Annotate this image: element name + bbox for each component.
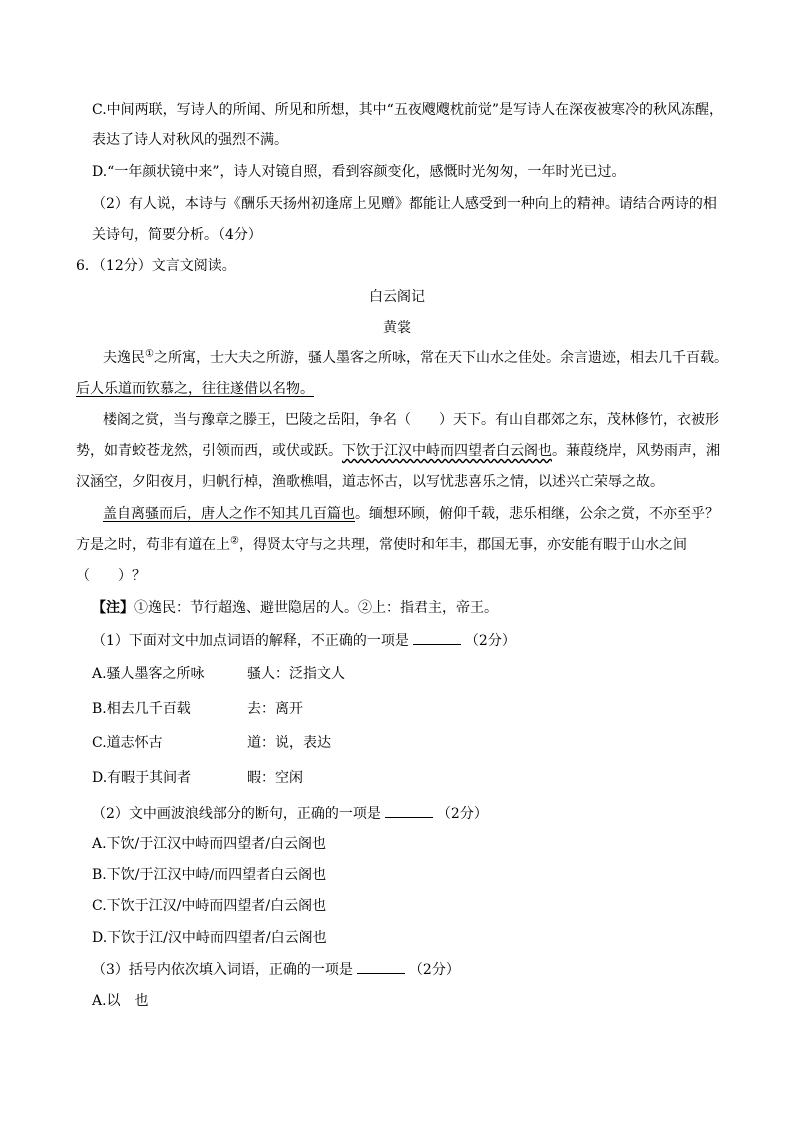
sub1-option-d-term: D.有暇于其间者 bbox=[92, 770, 192, 786]
answer-blank[interactable] bbox=[357, 959, 405, 974]
sub1-option-d-def: 暇：空闲 bbox=[247, 770, 303, 786]
answer-blank[interactable] bbox=[413, 630, 461, 645]
p3-line2-text-a: 方是之时，苟非有道在上 bbox=[76, 537, 230, 553]
q5-option-d: D.“一年颜状镜中来”，诗人对镜自照，看到容颜变化，感慨时光匆匆，一年时光已过。 bbox=[92, 164, 626, 180]
sub3-question-text: （3）括号内依次填入词语，正确的一项是 bbox=[92, 962, 353, 978]
sub3-points: （2分） bbox=[408, 962, 460, 978]
notes-label: 【注】 bbox=[92, 600, 134, 616]
sub2-question-text: （2）文中画波浪线部分的断句，正确的一项是 bbox=[92, 806, 381, 822]
p3-underlined-sentence: 盖自离骚而后，唐人之作不知其几百篇也 bbox=[103, 506, 355, 522]
sub2-option-b: B.下饮/于江汉中峙/而四望者白云阁也 bbox=[92, 867, 327, 883]
passage-p1-line2: 后人乐道而钦慕之，往往遂借以名物。 bbox=[76, 381, 314, 397]
note1-marker: ① bbox=[145, 348, 154, 360]
passage-p1-line1 bbox=[103, 348, 728, 368]
p3-line2-text-b: ，得贤太守与之共理，常使时和年丰，郡国无事，亦安能有暇于山水之间 bbox=[238, 537, 687, 553]
sub1-option-c-def: 道：说，表达 bbox=[247, 735, 331, 751]
sub2-points: （2分） bbox=[436, 806, 488, 822]
p1-text-b: 之所寓，士大夫之所游，骚人墨客之所咏，常在天下山水之佳处。余言遗迹，相去几千百载。 bbox=[153, 350, 728, 366]
sub3-option-a: A.以 也 bbox=[92, 993, 149, 1009]
passage-p2-line2 bbox=[76, 441, 720, 461]
sub3-question bbox=[92, 959, 460, 979]
p2-wavy-underlined-sentence: 下饮于江汉中峙而四望者白云阁也 bbox=[342, 443, 552, 459]
p1-text-a: 夫逸民 bbox=[103, 350, 145, 366]
q5-sub2-line1: （2）有人说，本诗与《酬乐天扬州初逢席上见赠》都能让人感受到一种向上的精神。请结合两诗的相 bbox=[92, 196, 717, 212]
sub1-points: （2分） bbox=[464, 633, 516, 649]
sub1-option-a-term: A.骚人墨客之所咏 bbox=[92, 666, 205, 682]
sub1-option-a-def: 骚人：泛指文人 bbox=[247, 666, 345, 682]
annotation-notes bbox=[92, 598, 498, 618]
sub1-option-b-term: B.相去几千百载 bbox=[92, 701, 191, 717]
passage-p2-line3: 汉涵空，夕阳夜月，归帆行棹，渔歌樵唱，道志怀古，以写忧悲喜乐之情，以述兴亡荣辱之故。 bbox=[76, 474, 664, 490]
sub2-option-d: D.下饮于江/汉中峙而四望者/白云阁也 bbox=[92, 930, 327, 946]
sub1-option-c-term: C.道志怀古 bbox=[92, 735, 163, 751]
passage-author: 黄裳 bbox=[383, 320, 411, 336]
answer-blank[interactable] bbox=[385, 803, 433, 818]
sub1-question-text: （1）下面对文中加点词语的解释，不正确的一项是 bbox=[92, 633, 409, 649]
passage-p3-line3: （ ）？ bbox=[76, 568, 146, 584]
sub2-question bbox=[92, 803, 488, 823]
notes-text: ①逸民：节行超逸、避世隐居的人。②上：指君主，帝王。 bbox=[134, 600, 498, 616]
passage-p3-line1 bbox=[103, 504, 719, 524]
p2-line2-text-b: 。蒹葭绕岸，风势雨声，湘 bbox=[552, 443, 720, 459]
sub1-question bbox=[92, 630, 516, 650]
q5-option-c-line2: 表达了诗人对秋风的强烈不满。 bbox=[92, 132, 288, 148]
sub2-option-a: A.下饮/于江汉中峙而四望者/白云阁也 bbox=[92, 836, 326, 852]
p3-line1-text-b: 。缅想环顾，俯仰千载，悲乐相继，公余之赏，不亦至乎？ bbox=[355, 506, 719, 522]
p2-line2-text-a: 势，如青蛟苍龙然，引领而西，或伏或跃。 bbox=[76, 443, 342, 459]
q6-header: 6．（12分）文言文阅读。 bbox=[76, 258, 236, 274]
passage-p3-line2 bbox=[76, 535, 687, 555]
q5-option-c-line1: C.中间两联，写诗人的所闻、所见和所想，其中“五夜飕飕枕前觉”是写诗人在深夜被寒冷的秋风冻醒， bbox=[92, 102, 723, 118]
sub1-option-b-def: 去：离开 bbox=[247, 701, 303, 717]
note2-marker: ② bbox=[230, 535, 239, 547]
passage-p2-line1: 楼阁之赏，当与豫章之滕王，巴陵之岳阳，争名（ ）天下。有山自郡郊之东，茂林修竹，衣被形 bbox=[103, 412, 719, 428]
passage-title: 白云阁记 bbox=[369, 289, 425, 305]
sub2-option-c: C.下饮于江汉/中峙而四望者/白云阁也 bbox=[92, 898, 327, 914]
q5-sub2-line2: 关诗句，简要分析。（4分） bbox=[92, 227, 262, 243]
